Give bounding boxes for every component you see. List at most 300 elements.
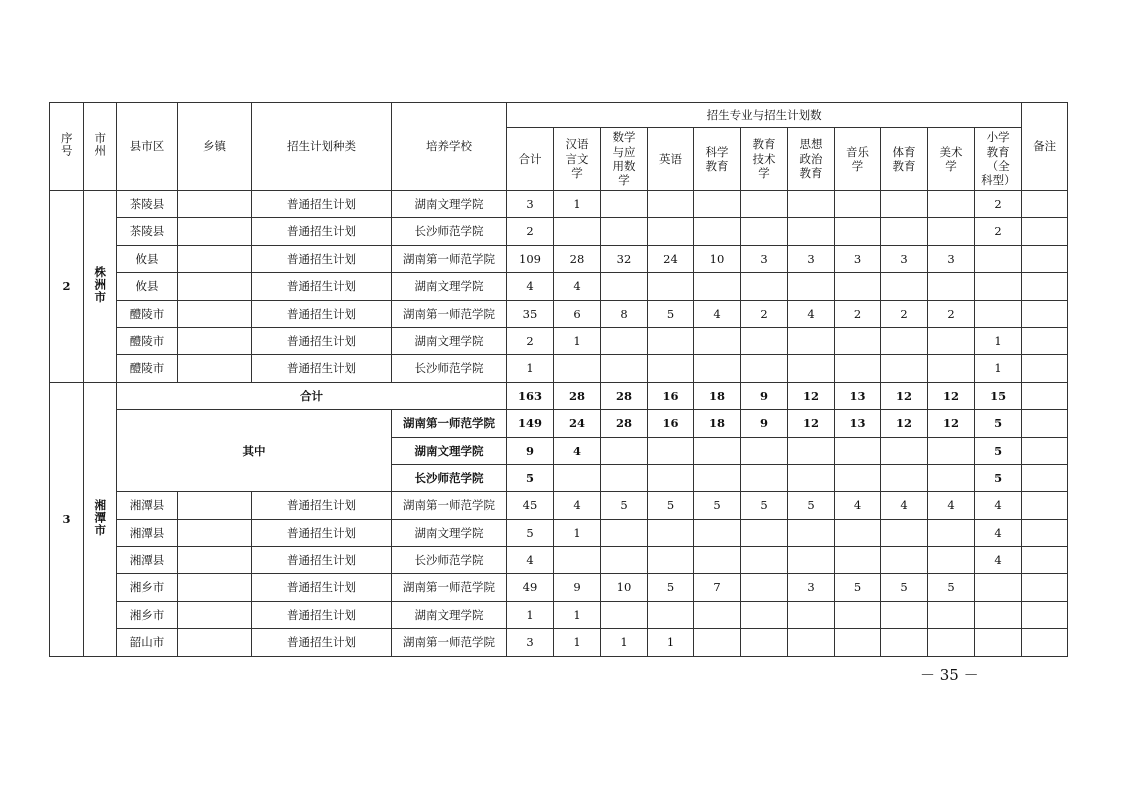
value-cell <box>601 273 648 300</box>
value-cell: 28 <box>554 245 601 272</box>
town-cell <box>178 327 252 354</box>
value-cell <box>835 273 881 300</box>
value-cell <box>741 519 788 546</box>
value-cell <box>881 464 928 491</box>
value-cell <box>928 437 975 464</box>
remark-cell <box>1022 191 1068 218</box>
value-cell <box>648 547 694 574</box>
school-cell: 湖南第一师范学院 <box>392 410 507 437</box>
plan-type-cell: 普通招生计划 <box>252 245 392 272</box>
header-major: 教育技术学 <box>741 128 788 191</box>
value-cell <box>975 629 1022 656</box>
value-cell: 3 <box>835 245 881 272</box>
town-cell <box>178 273 252 300</box>
table-row <box>50 191 1068 218</box>
header-major: 思想政治教育 <box>788 128 835 191</box>
value-cell: 2 <box>741 300 788 327</box>
city-cell: 株洲市 <box>84 191 117 383</box>
value-cell: 5 <box>648 574 694 601</box>
value-cell <box>975 245 1022 272</box>
value-cell: 3 <box>788 245 835 272</box>
value-cell <box>554 464 601 491</box>
remark-cell <box>1022 327 1068 354</box>
value-cell <box>928 601 975 628</box>
table-row <box>50 574 1068 601</box>
value-cell <box>601 519 648 546</box>
plan-type-cell: 普通招生计划 <box>252 327 392 354</box>
value-cell: 9 <box>554 574 601 601</box>
value-cell: 5 <box>835 574 881 601</box>
value-cell <box>601 218 648 245</box>
value-cell: 5 <box>975 410 1022 437</box>
table-row <box>50 629 1068 656</box>
total-value-cell: 9 <box>741 382 788 409</box>
value-cell: 10 <box>601 574 648 601</box>
value-cell <box>881 601 928 628</box>
value-cell <box>928 464 975 491</box>
value-cell: 5 <box>648 300 694 327</box>
header-school: 培养学校 <box>392 103 507 191</box>
value-cell: 109 <box>507 245 554 272</box>
town-cell <box>178 355 252 382</box>
value-cell <box>694 601 741 628</box>
value-cell <box>601 547 648 574</box>
value-cell: 5 <box>507 519 554 546</box>
value-cell <box>741 273 788 300</box>
value-cell <box>741 547 788 574</box>
school-cell: 湖南第一师范学院 <box>392 492 507 519</box>
value-cell <box>694 464 741 491</box>
value-cell <box>788 273 835 300</box>
county-cell: 湘潭县 <box>117 547 178 574</box>
value-cell: 10 <box>694 245 741 272</box>
total-value-cell: 18 <box>694 382 741 409</box>
value-cell: 5 <box>975 437 1022 464</box>
value-cell: 2 <box>975 191 1022 218</box>
value-cell <box>881 191 928 218</box>
remark-cell <box>1022 437 1068 464</box>
value-cell <box>788 547 835 574</box>
value-cell: 1 <box>507 355 554 382</box>
value-cell <box>975 601 1022 628</box>
value-cell: 5 <box>788 492 835 519</box>
value-cell <box>648 601 694 628</box>
town-cell <box>178 547 252 574</box>
remark-cell <box>1022 355 1068 382</box>
plan-type-cell: 普通招生计划 <box>252 300 392 327</box>
value-cell <box>648 464 694 491</box>
value-cell <box>928 547 975 574</box>
value-cell: 1 <box>554 629 601 656</box>
remark-cell <box>1022 574 1068 601</box>
total-value-cell: 28 <box>554 382 601 409</box>
header-town: 乡镇 <box>178 103 252 191</box>
value-cell: 5 <box>648 492 694 519</box>
value-cell <box>554 547 601 574</box>
value-cell <box>835 437 881 464</box>
town-cell <box>178 245 252 272</box>
county-cell: 醴陵市 <box>117 300 178 327</box>
remark-cell <box>1022 519 1068 546</box>
value-cell <box>601 464 648 491</box>
total-value-cell: 163 <box>507 382 554 409</box>
total-value-cell: 28 <box>601 382 648 409</box>
county-cell: 攸县 <box>117 245 178 272</box>
value-cell <box>975 273 1022 300</box>
value-cell <box>694 327 741 354</box>
table-row <box>50 300 1068 327</box>
value-cell <box>928 355 975 382</box>
value-cell <box>694 547 741 574</box>
value-cell <box>835 218 881 245</box>
value-cell: 1 <box>554 601 601 628</box>
header-major: 汉语言文学 <box>554 128 601 191</box>
of-which-label: 其中 <box>117 410 392 492</box>
county-cell: 攸县 <box>117 273 178 300</box>
town-cell <box>178 601 252 628</box>
value-cell: 1 <box>601 629 648 656</box>
value-cell <box>975 574 1022 601</box>
value-cell <box>601 437 648 464</box>
value-cell <box>788 519 835 546</box>
of-which-row <box>50 410 1068 437</box>
value-cell: 6 <box>554 300 601 327</box>
header-major: 数学与应用数学 <box>601 128 648 191</box>
header-major: 体育教育 <box>881 128 928 191</box>
city-cell: 湘潭市 <box>84 382 117 656</box>
header-major: 小学教育（全科型） <box>975 128 1022 191</box>
plan-type-cell: 普通招生计划 <box>252 273 392 300</box>
value-cell: 49 <box>507 574 554 601</box>
value-cell: 8 <box>601 300 648 327</box>
value-cell: 4 <box>928 492 975 519</box>
value-cell: 4 <box>694 300 741 327</box>
value-cell <box>881 547 928 574</box>
remark-cell <box>1022 300 1068 327</box>
value-cell: 4 <box>975 492 1022 519</box>
plan-type-cell: 普通招生计划 <box>252 547 392 574</box>
school-cell: 长沙师范学院 <box>392 547 507 574</box>
total-value-cell: 12 <box>928 382 975 409</box>
value-cell <box>788 437 835 464</box>
value-cell: 3 <box>788 574 835 601</box>
school-cell: 长沙师范学院 <box>392 218 507 245</box>
county-cell: 湘乡市 <box>117 601 178 628</box>
school-cell: 湖南文理学院 <box>392 601 507 628</box>
value-cell: 4 <box>507 273 554 300</box>
value-cell: 4 <box>554 273 601 300</box>
table-row <box>50 492 1068 519</box>
header-majors-group: 招生专业与招生计划数 <box>507 103 1022 128</box>
value-cell <box>835 464 881 491</box>
value-cell <box>788 327 835 354</box>
value-cell: 1 <box>507 601 554 628</box>
table-row <box>50 327 1068 354</box>
county-cell: 湘潭县 <box>117 492 178 519</box>
total-label: 合计 <box>117 382 507 409</box>
plan-type-cell: 普通招生计划 <box>252 218 392 245</box>
town-cell <box>178 191 252 218</box>
town-cell <box>178 300 252 327</box>
value-cell: 4 <box>975 547 1022 574</box>
value-cell <box>694 519 741 546</box>
value-cell <box>928 629 975 656</box>
header-major: 合计 <box>507 128 554 191</box>
header-seq: 序号 <box>50 103 84 191</box>
table-row <box>50 245 1068 272</box>
remark-cell <box>1022 601 1068 628</box>
enrollment-plan-table <box>49 102 1068 657</box>
value-cell: 45 <box>507 492 554 519</box>
value-cell <box>835 547 881 574</box>
value-cell: 12 <box>928 410 975 437</box>
value-cell <box>648 519 694 546</box>
value-cell <box>835 355 881 382</box>
school-cell: 湖南文理学院 <box>392 519 507 546</box>
value-cell: 1 <box>554 327 601 354</box>
plan-type-cell: 普通招生计划 <box>252 191 392 218</box>
county-cell: 茶陵县 <box>117 191 178 218</box>
value-cell <box>554 355 601 382</box>
plan-type-cell: 普通招生计划 <box>252 601 392 628</box>
value-cell <box>928 218 975 245</box>
value-cell: 4 <box>835 492 881 519</box>
remark-cell <box>1022 547 1068 574</box>
remark-cell <box>1022 464 1068 491</box>
value-cell <box>554 218 601 245</box>
value-cell: 5 <box>601 492 648 519</box>
value-cell <box>835 519 881 546</box>
value-cell <box>741 191 788 218</box>
school-cell: 湖南第一师范学院 <box>392 300 507 327</box>
value-cell: 28 <box>601 410 648 437</box>
town-cell <box>178 629 252 656</box>
header-plan-type: 招生计划种类 <box>252 103 392 191</box>
value-cell: 5 <box>975 464 1022 491</box>
town-cell <box>178 574 252 601</box>
value-cell <box>788 218 835 245</box>
school-cell: 湖南文理学院 <box>392 191 507 218</box>
value-cell <box>601 191 648 218</box>
value-cell <box>788 355 835 382</box>
value-cell <box>694 629 741 656</box>
value-cell: 1 <box>554 519 601 546</box>
county-cell: 湘乡市 <box>117 574 178 601</box>
value-cell <box>835 191 881 218</box>
remark-cell <box>1022 382 1068 409</box>
value-cell <box>694 355 741 382</box>
table-row <box>50 355 1068 382</box>
town-cell <box>178 218 252 245</box>
value-cell <box>788 601 835 628</box>
town-cell <box>178 519 252 546</box>
remark-cell <box>1022 245 1068 272</box>
value-cell: 1 <box>554 191 601 218</box>
value-cell: 13 <box>835 410 881 437</box>
header-major: 美术学 <box>928 128 975 191</box>
table-row <box>50 519 1068 546</box>
value-cell: 4 <box>554 437 601 464</box>
value-cell: 4 <box>975 519 1022 546</box>
value-cell <box>881 519 928 546</box>
school-cell: 湖南文理学院 <box>392 327 507 354</box>
value-cell <box>881 629 928 656</box>
value-cell: 2 <box>835 300 881 327</box>
value-cell <box>741 574 788 601</box>
value-cell: 4 <box>507 547 554 574</box>
value-cell <box>928 191 975 218</box>
value-cell: 3 <box>741 245 788 272</box>
header-major: 英语 <box>648 128 694 191</box>
value-cell <box>881 355 928 382</box>
value-cell: 5 <box>694 492 741 519</box>
table-row <box>50 273 1068 300</box>
remark-cell <box>1022 273 1068 300</box>
total-value-cell: 13 <box>835 382 881 409</box>
value-cell: 7 <box>694 574 741 601</box>
value-cell <box>741 629 788 656</box>
total-value-cell: 15 <box>975 382 1022 409</box>
town-cell <box>178 492 252 519</box>
plan-type-cell: 普通招生计划 <box>252 492 392 519</box>
seq-cell: 3 <box>50 382 84 656</box>
value-cell <box>694 191 741 218</box>
plan-type-cell: 普通招生计划 <box>252 355 392 382</box>
value-cell: 2 <box>975 218 1022 245</box>
value-cell: 24 <box>648 245 694 272</box>
value-cell <box>648 273 694 300</box>
value-cell <box>835 629 881 656</box>
value-cell: 4 <box>881 492 928 519</box>
school-cell: 湖南第一师范学院 <box>392 629 507 656</box>
value-cell <box>741 464 788 491</box>
value-cell <box>694 273 741 300</box>
value-cell <box>741 327 788 354</box>
header-city: 市州 <box>84 103 117 191</box>
total-value-cell: 16 <box>648 382 694 409</box>
value-cell: 2 <box>928 300 975 327</box>
value-cell <box>648 327 694 354</box>
value-cell <box>741 601 788 628</box>
value-cell: 35 <box>507 300 554 327</box>
remark-cell <box>1022 410 1068 437</box>
value-cell: 4 <box>788 300 835 327</box>
value-cell: 3 <box>928 245 975 272</box>
total-value-cell: 12 <box>881 382 928 409</box>
value-cell: 2 <box>507 327 554 354</box>
value-cell: 9 <box>741 410 788 437</box>
county-cell: 醴陵市 <box>117 327 178 354</box>
school-cell: 湖南第一师范学院 <box>392 574 507 601</box>
value-cell <box>788 191 835 218</box>
value-cell <box>835 327 881 354</box>
value-cell <box>601 327 648 354</box>
value-cell: 4 <box>554 492 601 519</box>
plan-type-cell: 普通招生计划 <box>252 519 392 546</box>
school-cell: 湖南第一师范学院 <box>392 245 507 272</box>
school-cell: 湖南文理学院 <box>392 437 507 464</box>
value-cell <box>648 218 694 245</box>
header-remarks: 备注 <box>1022 103 1068 191</box>
value-cell <box>788 464 835 491</box>
value-cell: 5 <box>881 574 928 601</box>
value-cell <box>648 191 694 218</box>
plan-type-cell: 普通招生计划 <box>252 629 392 656</box>
remark-cell <box>1022 218 1068 245</box>
value-cell <box>928 273 975 300</box>
value-cell <box>928 519 975 546</box>
county-cell: 韶山市 <box>117 629 178 656</box>
value-cell: 18 <box>694 410 741 437</box>
seq-cell: 2 <box>50 191 84 383</box>
page-number: － 35 － <box>920 666 979 684</box>
value-cell <box>881 437 928 464</box>
county-cell: 湘潭县 <box>117 519 178 546</box>
table-row <box>50 547 1068 574</box>
remark-cell <box>1022 629 1068 656</box>
value-cell <box>881 327 928 354</box>
value-cell <box>975 300 1022 327</box>
value-cell <box>928 327 975 354</box>
total-value-cell: 12 <box>788 382 835 409</box>
value-cell: 1 <box>975 355 1022 382</box>
value-cell <box>788 629 835 656</box>
value-cell <box>601 355 648 382</box>
value-cell: 12 <box>881 410 928 437</box>
value-cell <box>648 437 694 464</box>
plan-type-cell: 普通招生计划 <box>252 574 392 601</box>
value-cell <box>741 437 788 464</box>
value-cell: 5 <box>928 574 975 601</box>
value-cell <box>741 218 788 245</box>
value-cell: 149 <box>507 410 554 437</box>
school-cell: 湖南文理学院 <box>392 273 507 300</box>
table-row <box>50 218 1068 245</box>
county-cell: 醴陵市 <box>117 355 178 382</box>
value-cell: 3 <box>507 629 554 656</box>
value-cell <box>694 218 741 245</box>
value-cell: 3 <box>881 245 928 272</box>
value-cell: 12 <box>788 410 835 437</box>
value-cell: 1 <box>975 327 1022 354</box>
value-cell <box>881 218 928 245</box>
value-cell: 32 <box>601 245 648 272</box>
value-cell <box>694 437 741 464</box>
school-cell: 长沙师范学院 <box>392 355 507 382</box>
value-cell: 9 <box>507 437 554 464</box>
value-cell <box>741 355 788 382</box>
remark-cell <box>1022 492 1068 519</box>
value-cell: 24 <box>554 410 601 437</box>
school-cell: 长沙师范学院 <box>392 464 507 491</box>
value-cell <box>648 355 694 382</box>
value-cell: 5 <box>741 492 788 519</box>
table-row <box>50 601 1068 628</box>
county-cell: 茶陵县 <box>117 218 178 245</box>
header-county: 县市区 <box>117 103 178 191</box>
value-cell <box>601 601 648 628</box>
header-major: 科学教育 <box>694 128 741 191</box>
value-cell: 2 <box>507 218 554 245</box>
value-cell: 3 <box>507 191 554 218</box>
value-cell: 5 <box>507 464 554 491</box>
total-row <box>50 382 1068 409</box>
header-major: 音乐学 <box>835 128 881 191</box>
value-cell <box>835 601 881 628</box>
value-cell: 16 <box>648 410 694 437</box>
value-cell <box>881 273 928 300</box>
value-cell: 2 <box>881 300 928 327</box>
